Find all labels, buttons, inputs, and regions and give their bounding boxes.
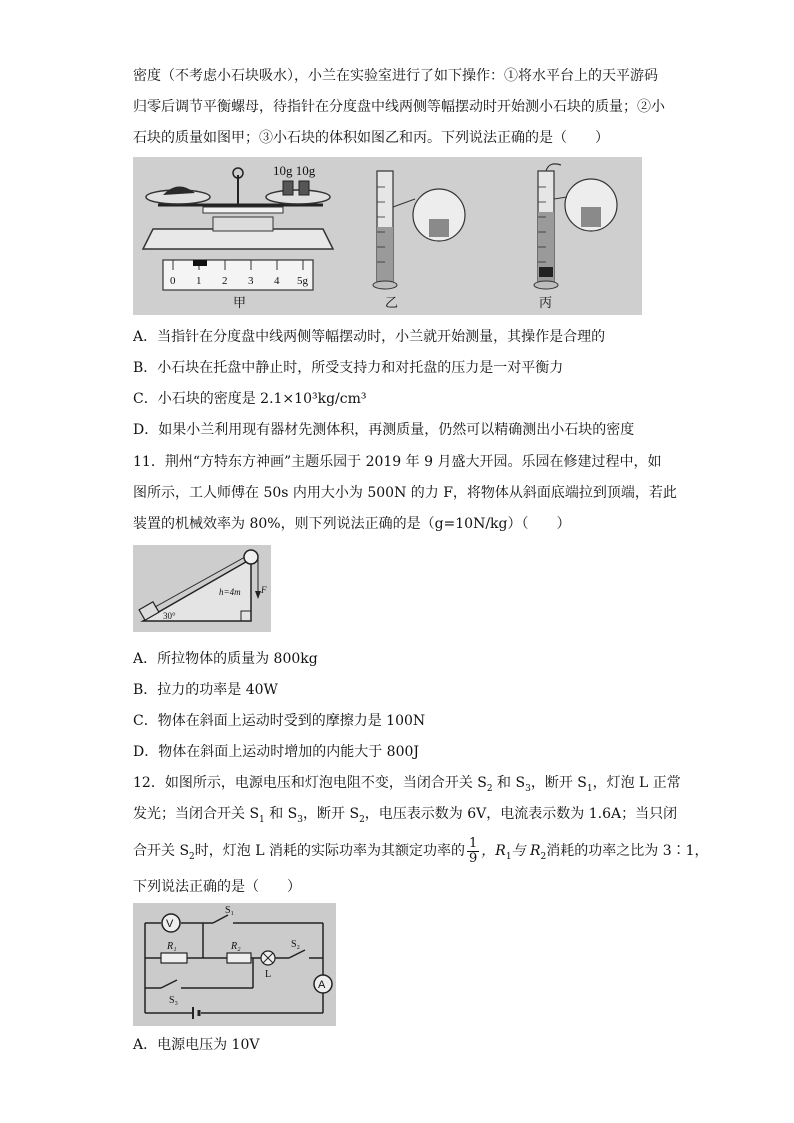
q11-option-c: C．物体在斜面上运动时受到的摩擦力是 100N: [133, 713, 426, 729]
voltmeter-label: V: [166, 918, 174, 930]
q12-option-a: A．电源电压为 10V: [133, 1037, 260, 1053]
ruler-tick-5: 5g: [297, 275, 308, 287]
q11-stem-line-1: 11．荆州“方特东方神画”主题乐园于 2019 年 9 月盛大开园。乐园在修建过程中，如: [133, 454, 662, 470]
q10-option-d: D．如果小兰利用现有器材先测体积，再测质量，仍然可以精确测出小石块的密度: [133, 422, 635, 438]
q11-figure: [133, 545, 271, 632]
q11-stem-line-3: 装置的机械效率为 80%，则下列说法正确的是（g=10N/kg）（ ）: [133, 516, 571, 532]
q12-stem-line-1: 12．如图所示，电源电压和灯泡电阻不变，当闭合开关 $S_2$ 和 $S_3$，断开 $S_1$，灯泡 L 正常: [133, 775, 681, 794]
ruler-tick-0: 0: [170, 275, 176, 287]
ruler-tick-3: 3: [248, 275, 254, 287]
lamp-label: L: [265, 969, 272, 980]
q10-figure: [133, 157, 642, 315]
ruler-tick-1: 1: [196, 275, 202, 287]
s1-label: S₁: [225, 905, 235, 916]
q11-option-b: B．拉力的功率是 40W: [133, 682, 278, 698]
label-bing: 丙: [539, 295, 553, 310]
s3-label: S₃: [169, 995, 179, 1006]
q10-option-a: A．当指针在分度盘中线两侧等幅摆动时，小兰就开始测量，其操作是合理的: [133, 329, 606, 345]
label-jia: 甲: [233, 295, 247, 310]
r2-label: R₂: [231, 941, 241, 952]
q12-figure: [133, 903, 336, 1026]
q10-stem-line-1: 密度（不考虑小石块吸水），小兰在实验室进行了如下操作：①将水平台上的天平游码: [133, 68, 658, 84]
q12-stem-line-3: 合开关 $S_2$时，灯泡 L 消耗的实际功率为其额定功率的 $\frac{1}{9}$ ，$R_1$与 $R_2$消耗的功率之比为 3∶1，: [133, 835, 709, 866]
angle-label: 30°: [163, 611, 176, 621]
q10-option-c: C．小石块的密度是 2.1×10³kg/cm³: [133, 391, 367, 407]
q11-option-d: D．物体在斜面上运动时增加的内能大于 800J: [133, 744, 420, 760]
height-label: h=4m: [219, 587, 241, 597]
force-label: F: [261, 585, 267, 595]
q12-stem-line-4: 下列说法正确的是（ ）: [133, 879, 301, 895]
s2-label: S₂: [291, 939, 301, 950]
r1-label: R₁: [167, 941, 177, 952]
fraction-one-ninth: $\frac{1}{9}$: [468, 835, 478, 866]
q10-option-b: B．小石块在托盘中静止时，所受支持力和对托盘的压力是一对平衡力: [133, 360, 564, 376]
incline-pulley-figure: [133, 545, 271, 632]
q11-option-a: A．所拉物体的质量为 800kg: [133, 651, 318, 667]
weights-label: 10g 10g: [273, 163, 316, 178]
q12-stem-line-2: 发光；当闭合开关 $S_1$ 和 $S_3$，断开 $S_2$，电压表示数为 6V，电流表示数为 1.6A；当只闭: [133, 806, 678, 825]
q10-stem-line-3: 石块的质量如图甲；③小石块的体积如图乙和丙。下列说法正确的是（ ）: [133, 130, 609, 146]
circuit-figure: [133, 903, 336, 1026]
ammeter-label: A: [318, 979, 326, 991]
ruler-tick-4: 4: [274, 275, 280, 287]
q10-stem-line-2: 归零后调节平衡螺母，待指针在分度盘中线两侧等幅摆动时开始测小石块的质量；②小: [133, 99, 665, 115]
label-yi: 乙: [385, 295, 399, 310]
balance-cylinder-figure: [133, 157, 642, 315]
q11-stem-line-2: 图所示，工人师傅在 50s 内用大小为 500N 的力 F，将物体从斜面底端拉到顶端，若此: [133, 485, 677, 501]
ruler-tick-2: 2: [222, 275, 228, 287]
